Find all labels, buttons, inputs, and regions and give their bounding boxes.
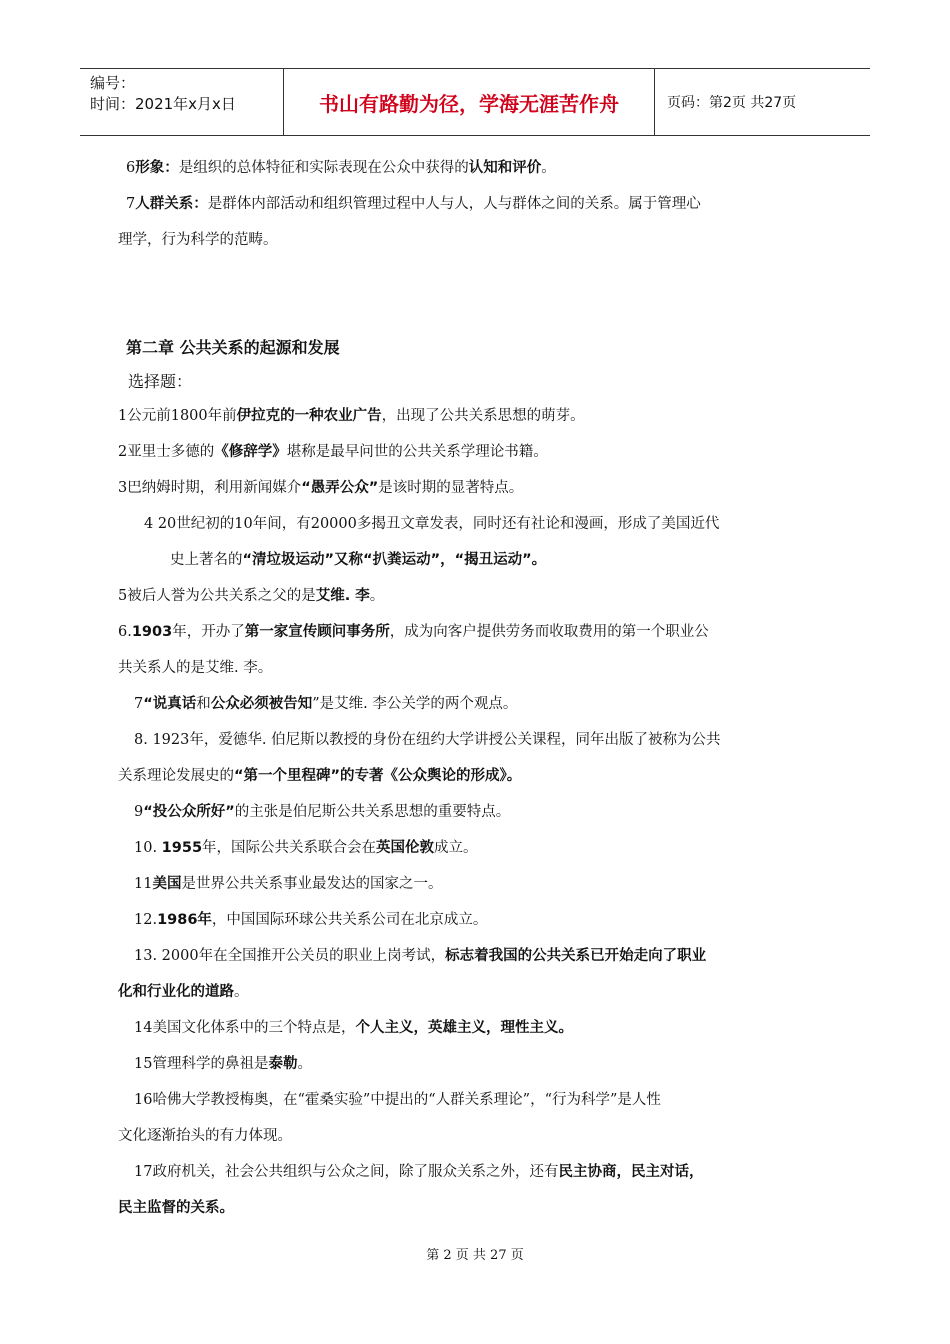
- question-6: [118, 614, 818, 650]
- page-info: 页码：第2页 共27页: [667, 95, 797, 111]
- emphasis: 第一家宣传顾问事务所: [244, 624, 390, 640]
- text: ，成为向客户提供劳务而收取费用的第一个职业公: [389, 624, 709, 640]
- text: 17政府机关，社会公共组织与公众之间，除了服众关系之外，还有: [134, 1164, 559, 1180]
- question-1: [118, 398, 818, 434]
- page-header: [80, 68, 870, 136]
- text: 2亚里士多德的: [118, 444, 215, 460]
- emphasis: “说真话: [143, 696, 197, 712]
- question-14: [118, 1010, 818, 1046]
- text: 关系理论发展史的: [118, 768, 234, 784]
- emphasis: “第一个里程碑”的专著《公众舆论的形成》。: [234, 768, 522, 784]
- question-15: [118, 1046, 818, 1082]
- text: 年，国际公共关系联合会在: [202, 840, 377, 856]
- text: 5被后人誉为公共关系之父的是: [118, 588, 316, 604]
- emphasis: 泰勒: [268, 1056, 298, 1072]
- text: ”是艾维. 李公关学的两个观点。: [312, 696, 518, 712]
- question-17-cont: [118, 1190, 818, 1226]
- question-16: 16哈佛大学教授梅奥，在“霍桑实验”中提出的“人群关系理论”，“行为科学”是人性: [134, 1092, 661, 1108]
- emphasis: 民主监督的关系。: [118, 1200, 234, 1216]
- time-text: 时间：2021年x月x日: [90, 95, 236, 113]
- text: 6: [126, 160, 136, 176]
- text: 3巴纳姆时期，利用新闻媒介: [118, 480, 302, 496]
- text: 的主张是伯尼斯公共关系思想的重要特点。: [234, 804, 511, 820]
- text: 7: [126, 196, 136, 212]
- question-10: [118, 830, 818, 866]
- question-13-cont: [118, 974, 818, 1010]
- text: ，出现了公共关系思想的萌芽。: [381, 408, 585, 424]
- emphasis: “愚弄公众”: [301, 480, 379, 496]
- question-11: [118, 866, 818, 902]
- text: 史上著名的: [170, 552, 243, 568]
- emphasis: “投公众所好”: [143, 804, 235, 820]
- text: 1公元前1800年前: [118, 408, 237, 424]
- emphasis: 个人主义，英雄主义，理性主义。: [355, 1020, 573, 1036]
- emphasis: 艾维. 李: [315, 588, 370, 604]
- question-3: [118, 470, 818, 506]
- text: 。: [297, 1056, 312, 1072]
- text: 11: [134, 876, 153, 892]
- question-17: [118, 1154, 818, 1190]
- header-page-info: [655, 69, 870, 135]
- emphasis: 标志着我国的公共关系已开始走向了职业: [445, 948, 707, 964]
- text: ，中国国际环球公共关系公司在北京成立。: [211, 912, 488, 928]
- question-8-cont: [118, 758, 818, 794]
- paragraph-term-6: [118, 150, 818, 186]
- text: 14美国文化体系中的三个特点是，: [134, 1020, 356, 1036]
- text: 9: [134, 804, 144, 820]
- text: 。: [234, 984, 249, 1000]
- text: 13. 2000年在全国推开公关员的职业上岗考试，: [134, 948, 446, 964]
- text: 。: [541, 160, 556, 176]
- question-9: [118, 794, 818, 830]
- question-5: [118, 578, 818, 614]
- question-4: 4 20世纪初的10年间，有20000多揭丑文章发表，同时还有社论和漫画，形成了美国近代: [144, 516, 720, 532]
- header-motto-cell: [283, 69, 655, 135]
- code-label: 编号：: [90, 74, 136, 92]
- term: 形象：: [135, 160, 179, 176]
- text: 年，开办了: [172, 624, 245, 640]
- question-8: 8. 1923年，爱德华. 伯尼斯以教授的身份在纽约大学讲授公关课程，同年出版了被称为公共: [134, 732, 721, 748]
- paragraph-term-7-cont: 理学，行为科学的范畴。: [118, 232, 278, 248]
- text: 12.: [134, 912, 158, 928]
- question-12: [118, 902, 818, 938]
- emphasis: 公众必须被告知: [210, 696, 313, 712]
- chapter-title: 第二章 公共关系的起源和发展: [126, 338, 340, 357]
- emphasis: 认知和评价: [468, 160, 542, 176]
- text: 成立。: [434, 840, 478, 856]
- emphasis: 《修辞学》: [214, 444, 287, 460]
- text: 堪称是最早问世的公共关系学理论书籍。: [286, 444, 548, 460]
- document-body: [118, 150, 818, 1226]
- page-footer: 第 2 页 共 27 页: [426, 1248, 524, 1263]
- text: 是组织的总体特征和实际表现在公众中获得的: [178, 160, 469, 176]
- text: 是世界公共关系事业最发达的国家之一。: [181, 876, 443, 892]
- question-2: [118, 434, 818, 470]
- text: 7: [134, 696, 144, 712]
- question-6-cont: 共关系人的是艾维. 李。: [118, 660, 273, 676]
- question-4-cont: [118, 542, 818, 578]
- emphasis: 英国伦敦: [376, 840, 435, 856]
- text: 6.: [118, 624, 132, 640]
- section-subtitle: 选择题：: [128, 372, 193, 391]
- motto: 书山有路勤为径，学海无涯苦作舟: [319, 91, 619, 116]
- question-13: [118, 938, 818, 974]
- emphasis: 1955: [161, 840, 203, 856]
- text: 是该时期的显著特点。: [378, 480, 524, 496]
- question-7: [118, 686, 818, 722]
- emphasis: 1986年: [157, 912, 212, 928]
- emphasis: 1903: [131, 624, 173, 640]
- term: 人群关系：: [135, 196, 208, 212]
- emphasis: 民主协商，民主对话，: [558, 1164, 704, 1180]
- question-16-cont: 文化逐渐抬头的有力体现。: [118, 1128, 292, 1144]
- paragraph-term-7: [118, 186, 818, 222]
- emphasis: 美国: [152, 876, 182, 892]
- emphasis: “清垃圾运动”又称“扒粪运动”，“揭丑运动”。: [242, 552, 547, 568]
- header-meta: [80, 69, 283, 135]
- text: 和: [196, 696, 211, 712]
- text: 。: [369, 588, 385, 604]
- text: 是群体内部活动和组织管理过程中人与人，人与群体之间的关系。属于管理心: [207, 196, 701, 212]
- emphasis: 化和行业化的道路: [118, 984, 234, 1000]
- text: 15管理科学的鼻祖是: [134, 1056, 269, 1072]
- text: 10.: [134, 840, 162, 856]
- emphasis: 伊拉克的一种农业广告: [236, 408, 382, 424]
